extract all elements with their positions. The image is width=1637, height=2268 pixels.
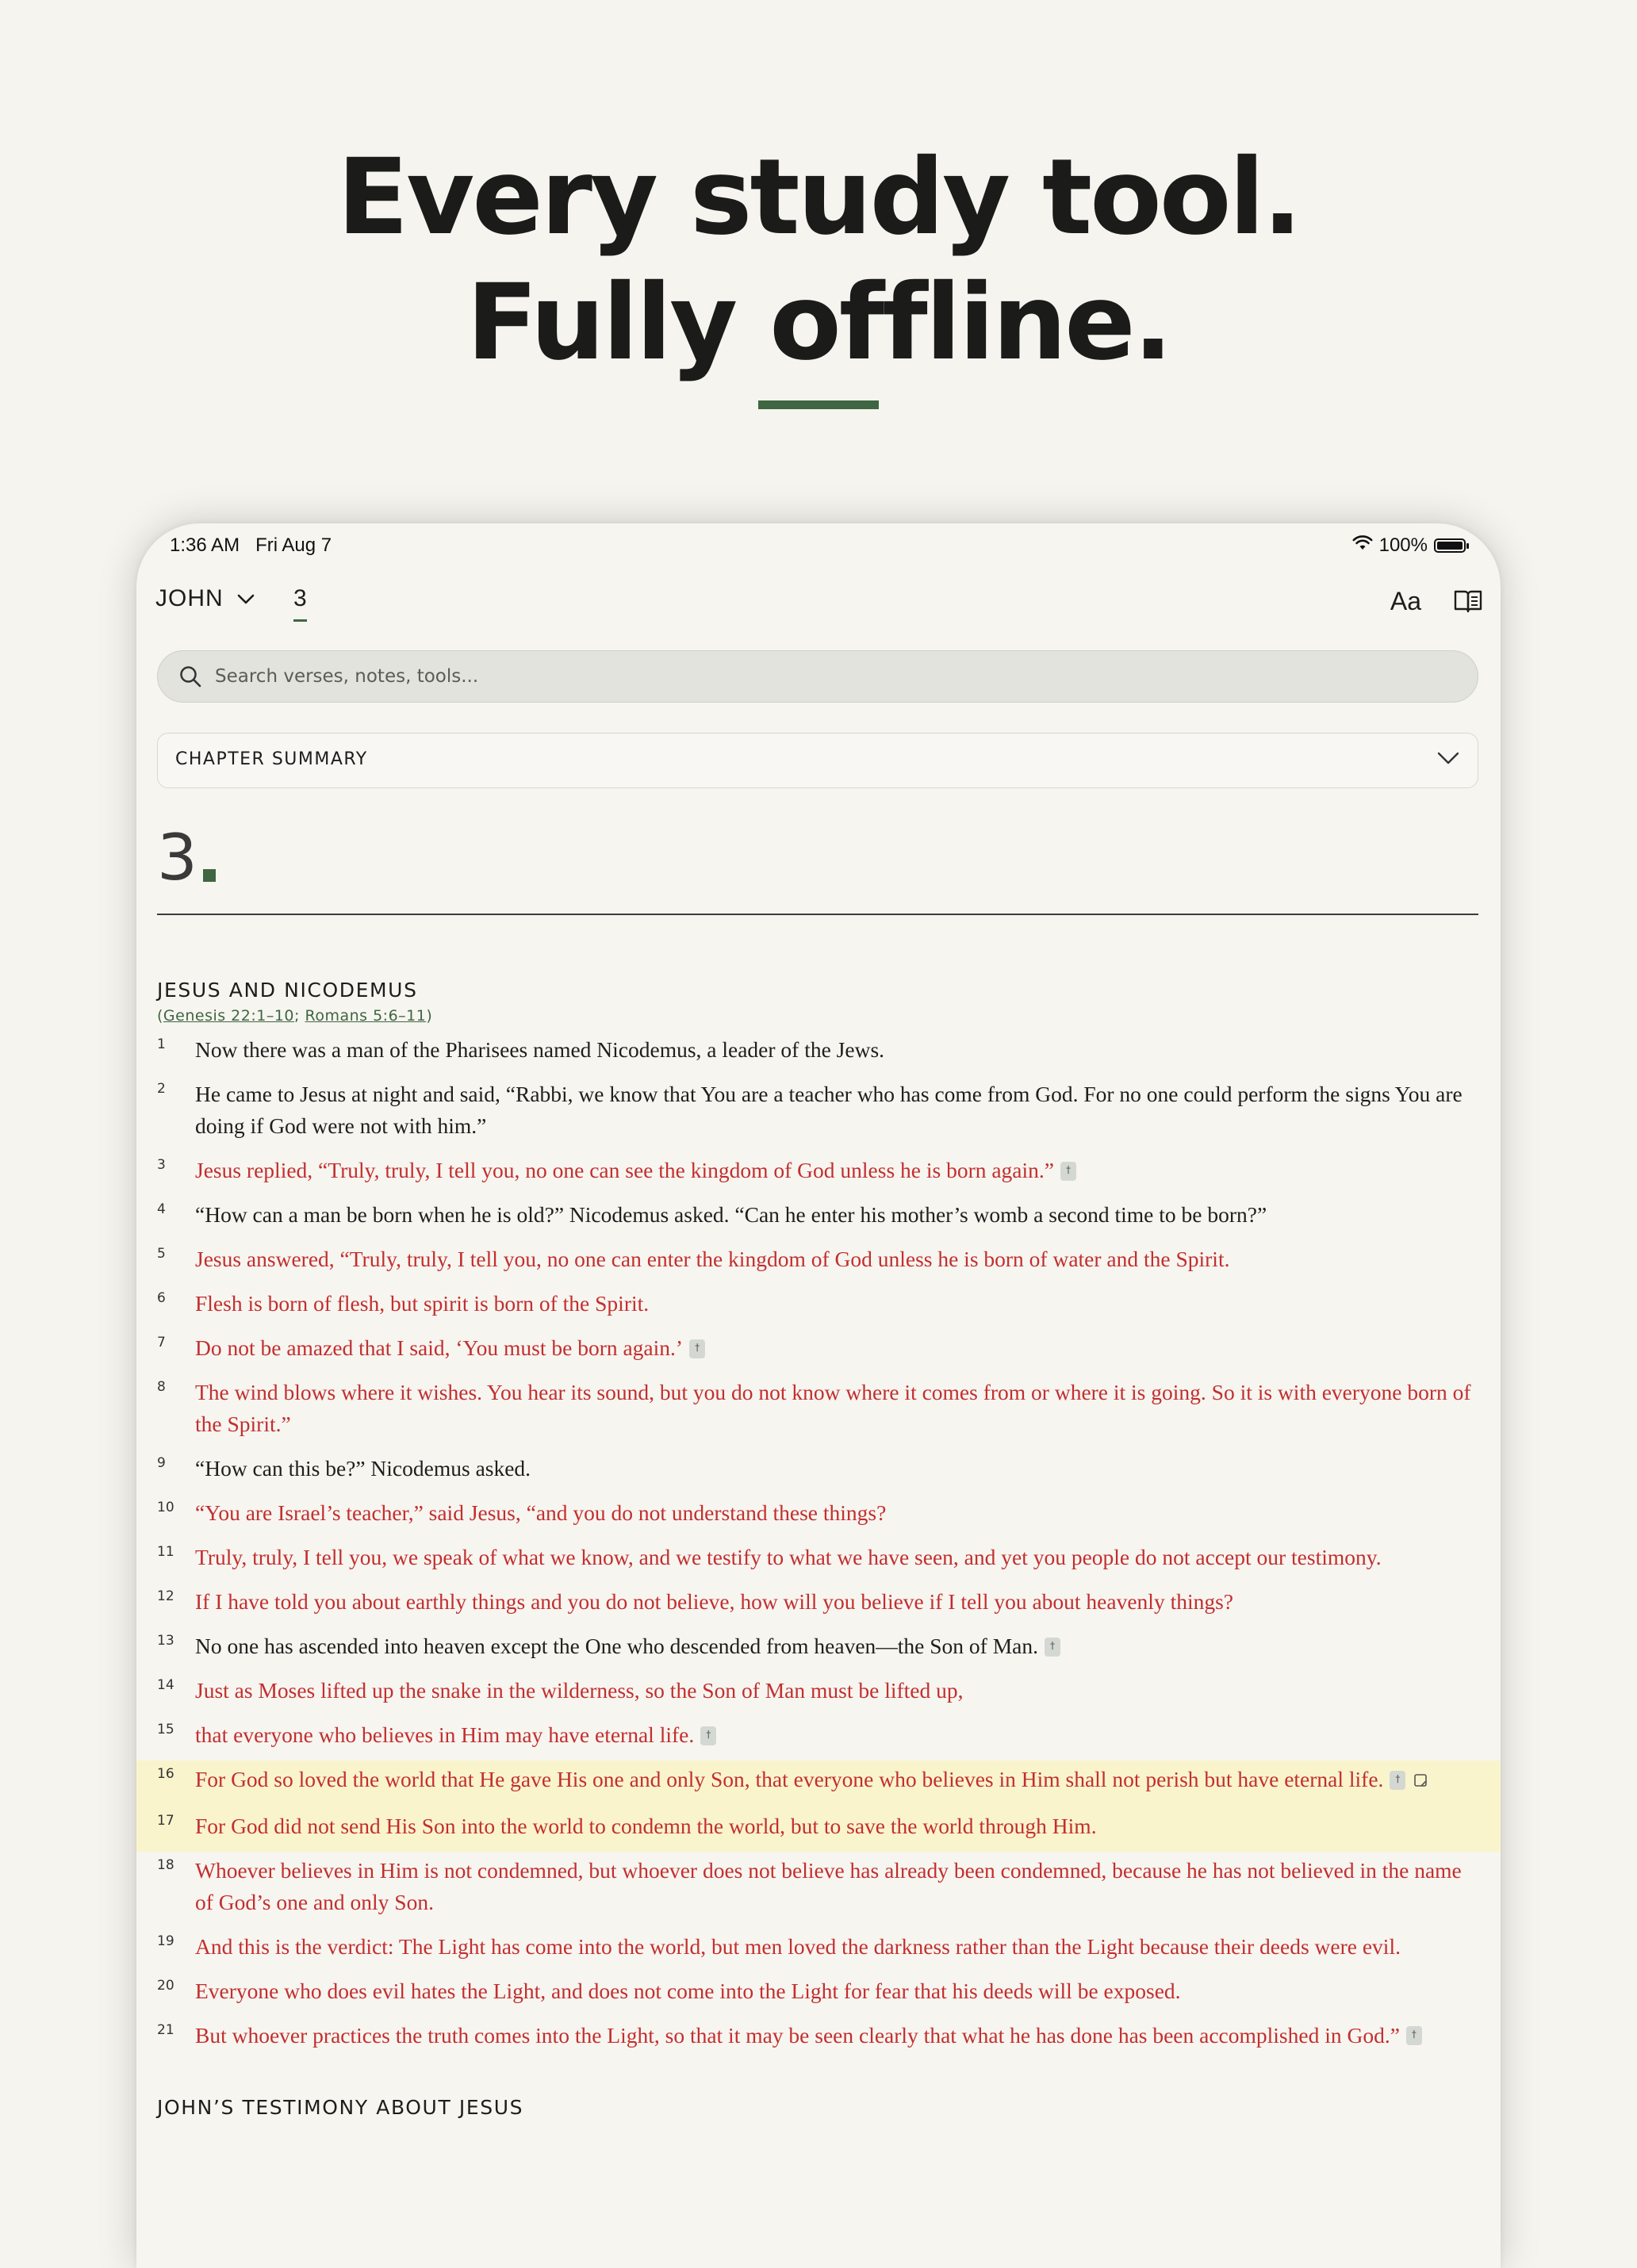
verse-row[interactable]: [136, 1807, 1501, 1852]
cross-marker-icon[interactable]: †: [1390, 1771, 1405, 1790]
verse-number: 16: [157, 1766, 174, 1782]
section-heading-next: JOHN’S TESTIMONY ABOUT JESUS: [157, 2095, 524, 2119]
verse-number: 8: [157, 1379, 166, 1395]
status-bar: [136, 523, 1501, 566]
headline-line-1: Every study tool.: [337, 136, 1300, 259]
chapter-divider: [157, 914, 1478, 915]
chapter-number: 3: [157, 821, 197, 895]
status-date: Fri Aug 7: [255, 534, 332, 556]
verse-number: 14: [157, 1677, 174, 1693]
cross-references: [157, 1007, 432, 1025]
verse-text: Flesh is born of flesh, but spirit is born of the Spirit.: [195, 1291, 650, 1316]
verse-row[interactable]: [136, 1583, 1501, 1627]
search-input[interactable]: [213, 665, 1406, 688]
chapter-summary-toggle[interactable]: [157, 733, 1478, 788]
xref-open: (: [157, 1007, 163, 1025]
verse-row[interactable]: [136, 1373, 1501, 1450]
verse-number: 12: [157, 1588, 174, 1604]
chevron-down-icon: [236, 585, 255, 612]
chapter-summary-label: CHAPTER SUMMARY: [175, 749, 368, 769]
verse-text: He came to Jesus at night and said, “Rabbi, we know that You are a teacher who has come from God. For no one could perform the signs You are doing if God were not with him.”: [195, 1082, 1463, 1138]
verse-number: 4: [157, 1201, 166, 1217]
verse-row[interactable]: [136, 1760, 1501, 1807]
tablet-frame: [136, 523, 1501, 2268]
verse-row[interactable]: [136, 1716, 1501, 1760]
verse-text: And this is the verdict: The Light has come into the world, but men loved the darkness rather than the Light because their deeds were evil.: [195, 1933, 1401, 1959]
reader-nav: [136, 579, 1501, 642]
note-icon[interactable]: [1413, 1764, 1428, 1796]
verse-row[interactable]: [136, 1329, 1501, 1373]
verse-text: Truly, truly, I tell you, we speak of what we know, and we testify to what we have seen, and yet you people do not accept our testimony.: [195, 1545, 1382, 1569]
verse-number: 5: [157, 1246, 166, 1262]
verse-text: Just as Moses lifted up the snake in the wilderness, so the Son of Man must be lifted up,: [195, 1678, 964, 1703]
verse-row[interactable]: [136, 1852, 1501, 1928]
verse-text: For God so loved the world that He gave His one and only Son, that everyone who believes in Him shall not perish but have eternal life.: [195, 1767, 1384, 1791]
font-settings-button[interactable]: Aa: [1390, 587, 1421, 615]
verse-list: [136, 1031, 1501, 2119]
verse-number: 13: [157, 1633, 174, 1649]
verse-row[interactable]: [136, 1151, 1501, 1196]
verse-number: 6: [157, 1290, 166, 1306]
verse-number: 20: [157, 1977, 174, 1994]
verse-number: 7: [157, 1335, 166, 1350]
verse-row[interactable]: [136, 2017, 1501, 2061]
verse-number: 1: [157, 1036, 166, 1052]
book-selector[interactable]: [155, 585, 255, 612]
verse-text: If I have told you about earthly things and you do not believe, how will you believe if I tell you about heavenly things?: [195, 1589, 1234, 1614]
cross-marker-icon[interactable]: †: [1045, 1638, 1060, 1657]
headline: [0, 135, 1637, 385]
verse-text: No one has ascended into heaven except the One who descended from heaven—the Son of Man.: [195, 1634, 1038, 1658]
xref-separator: ;: [294, 1007, 305, 1025]
verse-text: that everyone who believes in Him may have eternal life.: [195, 1722, 695, 1747]
verse-number: 21: [157, 2021, 174, 2038]
verse-number: 19: [157, 1933, 174, 1949]
cross-marker-icon[interactable]: †: [689, 1339, 705, 1358]
status-indicators: [1352, 534, 1466, 557]
verse-text: “How can a man be born when he is old?” Nicodemus asked. “Can he enter his mother’s womb a second time to be born?”: [195, 1202, 1267, 1227]
verse-row[interactable]: [136, 1627, 1501, 1672]
headline-line-2: Fully offline.: [466, 262, 1171, 384]
verse-number: 17: [157, 1812, 174, 1829]
verse-row[interactable]: [136, 1285, 1501, 1329]
verse-number: 10: [157, 1500, 174, 1515]
chapter-selector[interactable]: 3: [293, 585, 307, 611]
verse-number: 15: [157, 1722, 174, 1737]
verse-number: 3: [157, 1157, 166, 1173]
verse-row[interactable]: [136, 1538, 1501, 1583]
verse-text: Do not be amazed that I said, ‘You must be born again.’: [195, 1335, 684, 1360]
verse-text: But whoever practices the truth comes into the Light, so that it may be seen clearly that what he has done has been accomplished in God.”: [195, 2022, 1400, 2048]
xref-link-genesis[interactable]: Genesis 22:1–10: [163, 1007, 295, 1025]
headline-accent-bar: [758, 400, 879, 409]
verse-text: Jesus answered, “Truly, truly, I tell you, no one can enter the kingdom of God unless he is born of water and the Spirit.: [195, 1247, 1230, 1271]
book-name: JOHN: [155, 585, 224, 611]
verse-row[interactable]: [136, 1494, 1501, 1538]
verse-text: “How can this be?” Nicodemus asked.: [195, 1456, 531, 1481]
verse-row[interactable]: [136, 1031, 1501, 1075]
search-bar[interactable]: [157, 650, 1478, 703]
cross-marker-icon[interactable]: †: [1060, 1162, 1076, 1181]
verse-row[interactable]: [136, 1450, 1501, 1494]
verse-text: “You are Israel’s teacher,” said Jesus, “and you do not understand these things?: [195, 1500, 887, 1525]
verse-number: 18: [157, 1856, 174, 1873]
section-heading: JESUS AND NICODEMUS: [157, 979, 418, 1002]
verse-number: 11: [157, 1544, 174, 1560]
open-book-icon[interactable]: [1453, 588, 1483, 618]
verse-row[interactable]: [136, 1075, 1501, 1151]
verse-text: Jesus replied, “Truly, truly, I tell you, no one can see the kingdom of God unless he is born again.”: [195, 1158, 1054, 1182]
verse-number: 2: [157, 1081, 166, 1097]
battery-icon: [1434, 538, 1466, 553]
chapter-accent-dot: [203, 869, 216, 882]
xref-link-romans[interactable]: Romans 5:6–11: [305, 1007, 427, 1025]
status-time: [170, 534, 332, 557]
status-clock: 1:36 AM: [170, 534, 240, 556]
verse-number: 9: [157, 1455, 166, 1471]
chevron-down-icon: [1436, 749, 1460, 771]
battery-percent: 100%: [1378, 534, 1428, 556]
verse-row[interactable]: [136, 1196, 1501, 1240]
cross-marker-icon[interactable]: †: [700, 1726, 716, 1745]
xref-close: ): [426, 1007, 433, 1025]
verse-text: The wind blows where it wishes. You hear its sound, but you do not know where it comes from or where it is going. So it is with everyone born of the Spirit.”: [195, 1380, 1471, 1436]
verse-text: Everyone who does evil hates the Light, and does not come into the Light for fear that his deeds will be exposed.: [195, 1978, 1181, 2003]
search-icon: [178, 665, 202, 688]
verse-text: Whoever believes in Him is not condemned, but whoever does not believe has already been condemned, because he has not believed in the name of God’s one and only Son.: [195, 1857, 1462, 1914]
verse-row[interactable]: [136, 1240, 1501, 1285]
verse-row[interactable]: [136, 1972, 1501, 2017]
verse-row[interactable]: [136, 1928, 1501, 1972]
verse-text: Now there was a man of the Pharisees named Nicodemus, a leader of the Jews.: [195, 1037, 885, 1062]
cross-marker-icon[interactable]: †: [1406, 2026, 1422, 2045]
verse-text: For God did not send His Son into the world to condemn the world, but to save the world through Him.: [195, 1813, 1097, 1838]
wifi-icon: [1352, 534, 1373, 557]
verse-row[interactable]: [136, 1672, 1501, 1716]
